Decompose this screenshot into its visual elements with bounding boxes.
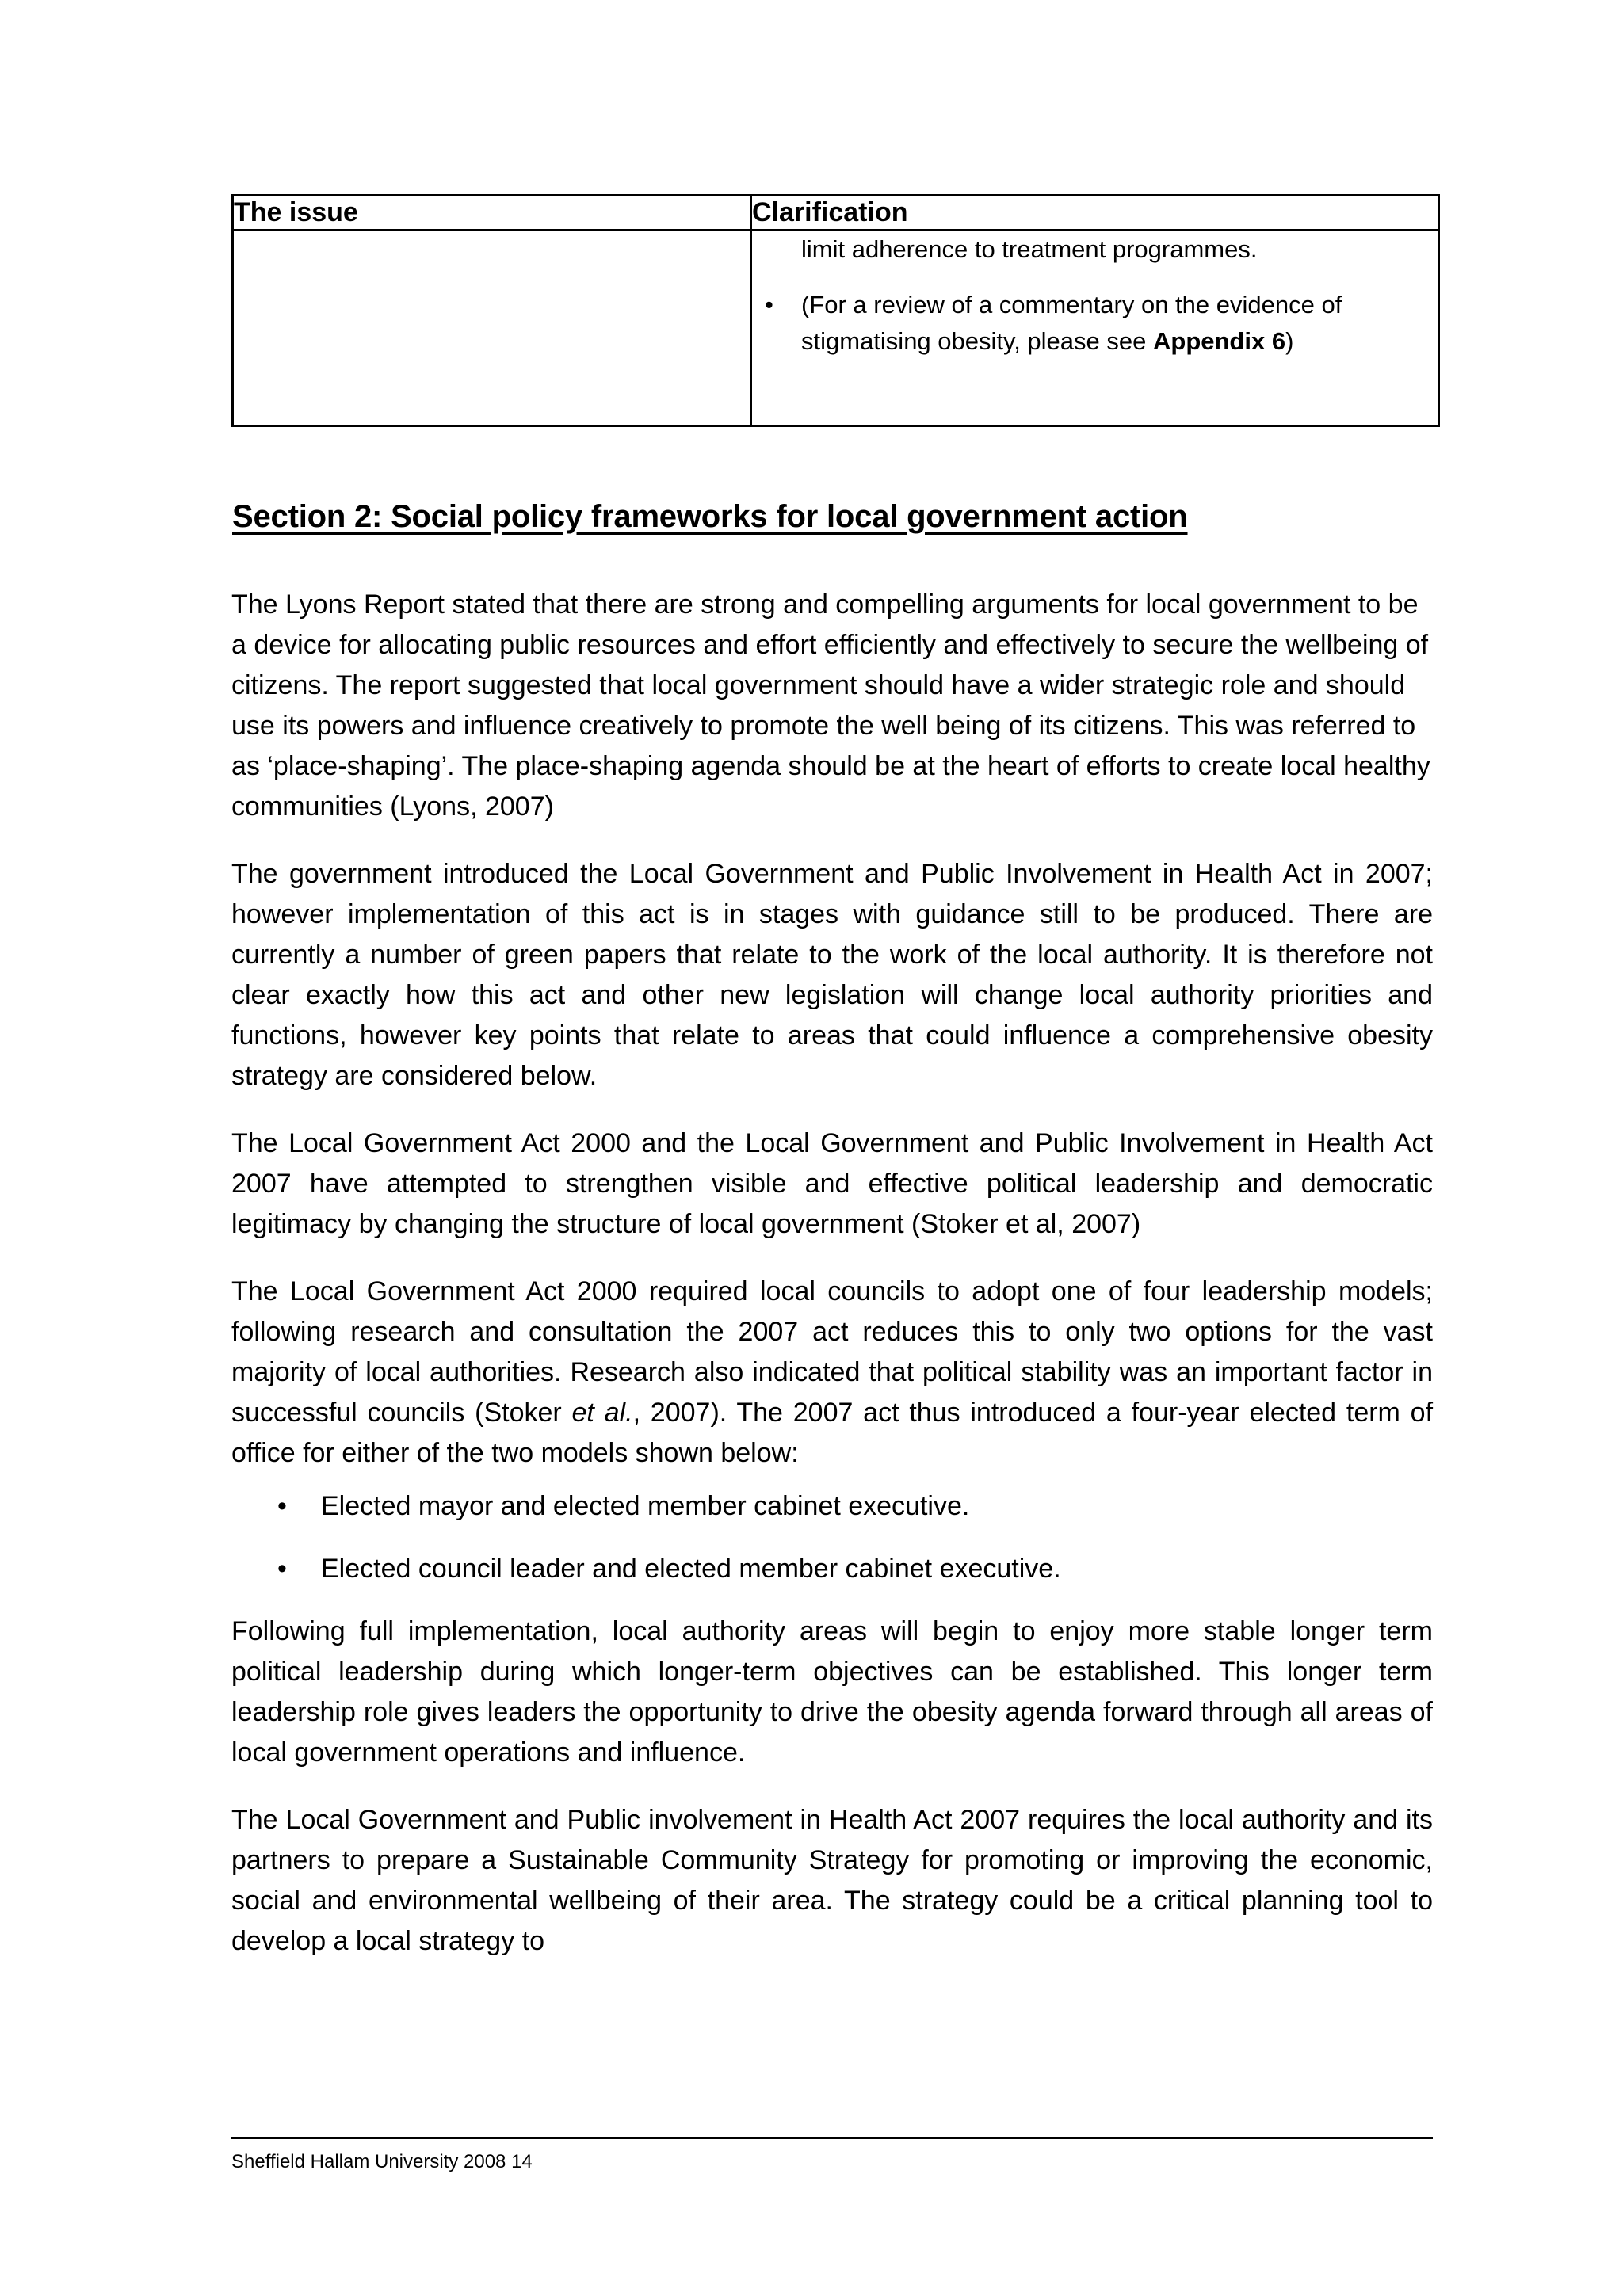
table-row <box>233 231 1439 426</box>
paragraph-following-full-implementation: Following full implementation, local authority areas will begin to enjoy more stable longer term political leadership during which longer-term objectives can be established. This longer term leadership role gives leaders the opportunity to drive the obesity agenda forward through all areas of local government operations and influence. <box>231 1616 1433 1768</box>
body-text-flow <box>231 585 1433 1989</box>
paragraph-leadership-models <box>231 1272 1433 1474</box>
paragraph-sustainable-community-strategy: The Local Government and Public involvement in Health Act 2007 requires the local authority and its partners to prepare a Sustainable Community Strategy for promoting or improving the economic, social and environmental wellbeing of their area. The strategy could be a critical planning tool to develop a local strategy to <box>231 1805 1433 1956</box>
page-content <box>231 0 1433 2296</box>
clarification-bullet-item <box>801 287 1438 360</box>
clarification-continuation-line: limit adherence to treatment programmes. <box>801 235 1258 264</box>
clarification-bullet-list <box>752 287 1438 360</box>
table-body <box>233 231 1439 426</box>
footer-text: Sheffield Hallam University 2008 14 <box>231 2151 533 2172</box>
list-item: • Elected mayor and elected member cabinet executive. <box>231 1486 1433 1527</box>
paragraph-lyons-report: The Lyons Report stated that there are strong and compelling arguments for local government to be a device for allocating public resources and effort efficiently and effectively to secure the wellbeing of citizens. The report suggested that local government should have a wider strategic role and should use its powers and influence creatively to promote the well being of its citizens. This was referred to as ‘place-shaping’. The place-shaping agenda should be at the heart of efforts to create local healthy communities (Lyons, 2007) <box>231 589 1430 822</box>
appendix-reference: Appendix 6 <box>1153 326 1286 355</box>
paragraph-local-government-act-2000: The Local Government Act 2000 and the Local Government and Public Involvement in Health Act 2007 have attempted to strengthen visible and effective political leadership and democratic legitimacy by changing the structure of local government (Stoker et al, 2007) <box>231 1128 1433 1239</box>
bullet-text-after-bold: ) <box>1285 326 1294 355</box>
table-header-clarification: Clarification <box>751 196 1439 231</box>
paragraph-government-introduced: The government introduced the Local Government and Public Involvement in Health Act in 2007; however implementation of this act is in stages with guidance still to be produced. There are currently a number of green papers that relate to the work of the local authority. It is therefore not clear exactly how this act and other new legislation will change local authority priorities and functions, however key points that relate to areas that could influence a comprehensive obesity strategy are considered below. <box>231 859 1433 1091</box>
table-cell-clarification <box>751 231 1439 426</box>
citation-et-al: et al. <box>571 1398 633 1428</box>
paragraph-part-one: The Local Government Act 2000 required local councils to adopt one of four leadership models; following research and consultation the 2007 act reduces this to only two options for the vast majority of local authorities. Research also indicated that political stability was an important factor in successful councils (Stoker <box>231 1276 1433 1428</box>
footer-divider <box>231 2137 1433 2139</box>
paragraph-part-two: , 2007). The 2007 act thus introduced a four-year elected term of office for either of the two models shown below: <box>231 1398 1434 1468</box>
table-header-the-issue: The issue <box>233 196 751 231</box>
leadership-models-list <box>231 1486 1433 1589</box>
issue-clarification-table <box>231 194 1440 427</box>
section-2-heading: Section 2: Social policy frameworks for local government action <box>232 499 1188 534</box>
list-item: • Elected council leader and elected member cabinet executive. <box>231 1549 1433 1589</box>
table-cell-issue <box>233 231 751 426</box>
bullet-text-before-bold: (For a review of a commentary on the evidence of stigmatising obesity, please see <box>801 290 1342 355</box>
table-header-row <box>233 196 1439 231</box>
table-header <box>233 196 1439 231</box>
